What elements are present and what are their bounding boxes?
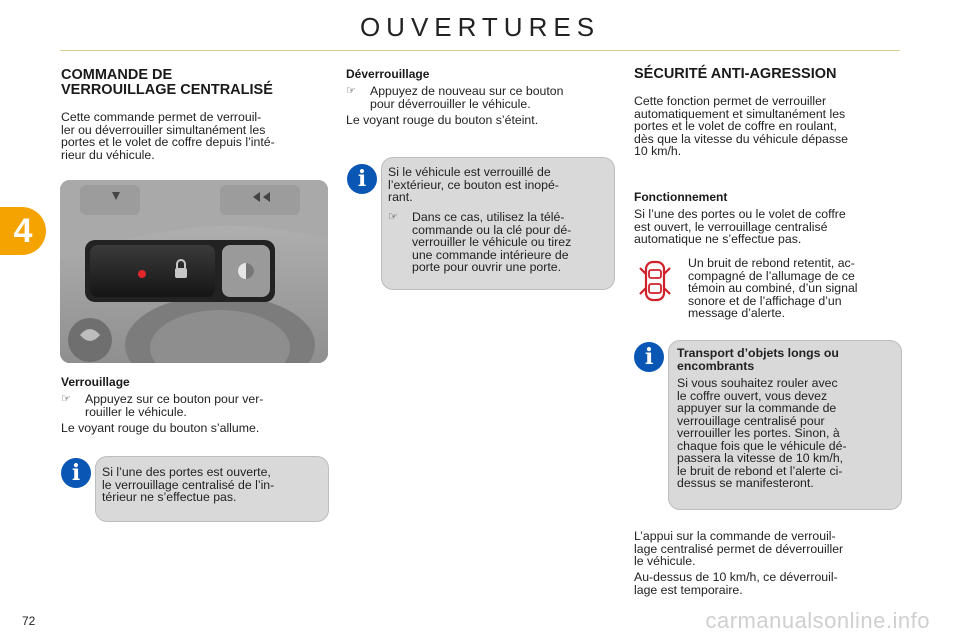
central-locking-intro: Cette commande permet de verrouil- ler ou déverrouiller simultanément les portes et le volet de coffre depuis l’inté- rieur du véhicule. [61, 110, 275, 162]
page-title: OUVERTURES [359, 12, 601, 42]
locking-instruction: ☞ Appuyez sur ce bouton pour ver- rouiller le véhicule. [61, 392, 264, 419]
info-box-long-objects: i Transport d’objets longs ou encombrants Si vous souhaitez rouler avec le coffre ouvert, vous devez appuyer sur la commande de verrouillage centralisé pour verrouiller les portes. Sinon, à chaque fois que le véhicule dé- passera la vitesse de 10 km/h, le bruit de rebond et l’alerte ci- dessus se manifesteront. [668, 340, 902, 510]
pointing-finger-icon: ☞ [388, 211, 398, 223]
info-box-locked-outside: i Si le véhicule est verrouillé de l’extérieur, ce bouton est inopé- rant. ☞ Dans ce cas, utilisez la télé- commande ou la clé pour dé- verrouiller le véhicule ou tirez une commande intérieure de porte pour ouvrir une porte. [381, 157, 615, 290]
info-box-door-open: i Si l’une des portes est ouverte, le verrouillage centralisé de l’in- térieur ne s’effectue pas. [95, 456, 329, 522]
chapter-tab[interactable]: 4 [0, 207, 46, 255]
unlocking-instruction: ☞ Appuyez de nouveau sur ce bouton pour déverrouiller le véhicule. [346, 84, 564, 111]
pointing-finger-icon: ☞ [61, 393, 71, 405]
info-icon: i [634, 342, 664, 372]
unlocking-heading: Déverrouillage [346, 67, 430, 81]
unlock-note: L’appui sur la commande de verrouil- lage centralisé permet de déverrouiller le véhicule. [634, 529, 844, 568]
locking-heading: Verrouillage [61, 375, 130, 389]
central-locking-button-photo [60, 180, 328, 363]
operation-text: Si l’une des portes ou le volet de coffre est ouvert, le verrouillage centralisé automatique ne s’effectue pas. [634, 207, 846, 246]
door-open-warning-icon [638, 258, 672, 304]
anti-aggression-intro: Cette fonction permet de verrouiller automatiquement et simultanément les portes et le volet de coffre en roulant, dès que la vitesse du véhicule dépasse 10 km/h. [634, 94, 848, 158]
section-title-central-locking: COMMANDE DE VERROUILLAGE CENTRALISÉ [61, 67, 273, 98]
temporary-unlock-note: Au-dessus de 10 km/h, ce déverrouil- lage est temporaire. [634, 570, 838, 597]
watermark: carmanualsonline.info [705, 608, 930, 633]
header-divider [60, 50, 900, 51]
dashboard-illustration [60, 180, 328, 363]
info-instruction: ☞ Dans ce cas, utilisez la télé- commande ou la clé pour dé- verrouiller le véhicule ou tirez une commande intérieure de porte pour ouvrir une porte. [388, 210, 572, 274]
page-number: 72 [22, 614, 36, 628]
unlocking-result: Le voyant rouge du bouton s’éteint. [346, 113, 539, 127]
alarm-description: Un bruit de rebond retentit, ac- compagné de l’allumage de ce témoin au combiné, d’un signal sonore et de l’affichage d’un message d’alerte. [688, 256, 858, 320]
pointing-finger-icon: ☞ [346, 85, 356, 97]
info-heading: Transport d’objets longs ou encombrants [677, 346, 839, 373]
operation-heading: Fonctionnement [634, 190, 728, 204]
locking-result: Le voyant rouge du bouton s’allume. [61, 421, 260, 435]
section-title-anti-aggression: SÉCURITÉ ANTI-AGRESSION [634, 66, 837, 82]
info-icon: i [61, 458, 91, 488]
info-icon: i [347, 164, 377, 194]
